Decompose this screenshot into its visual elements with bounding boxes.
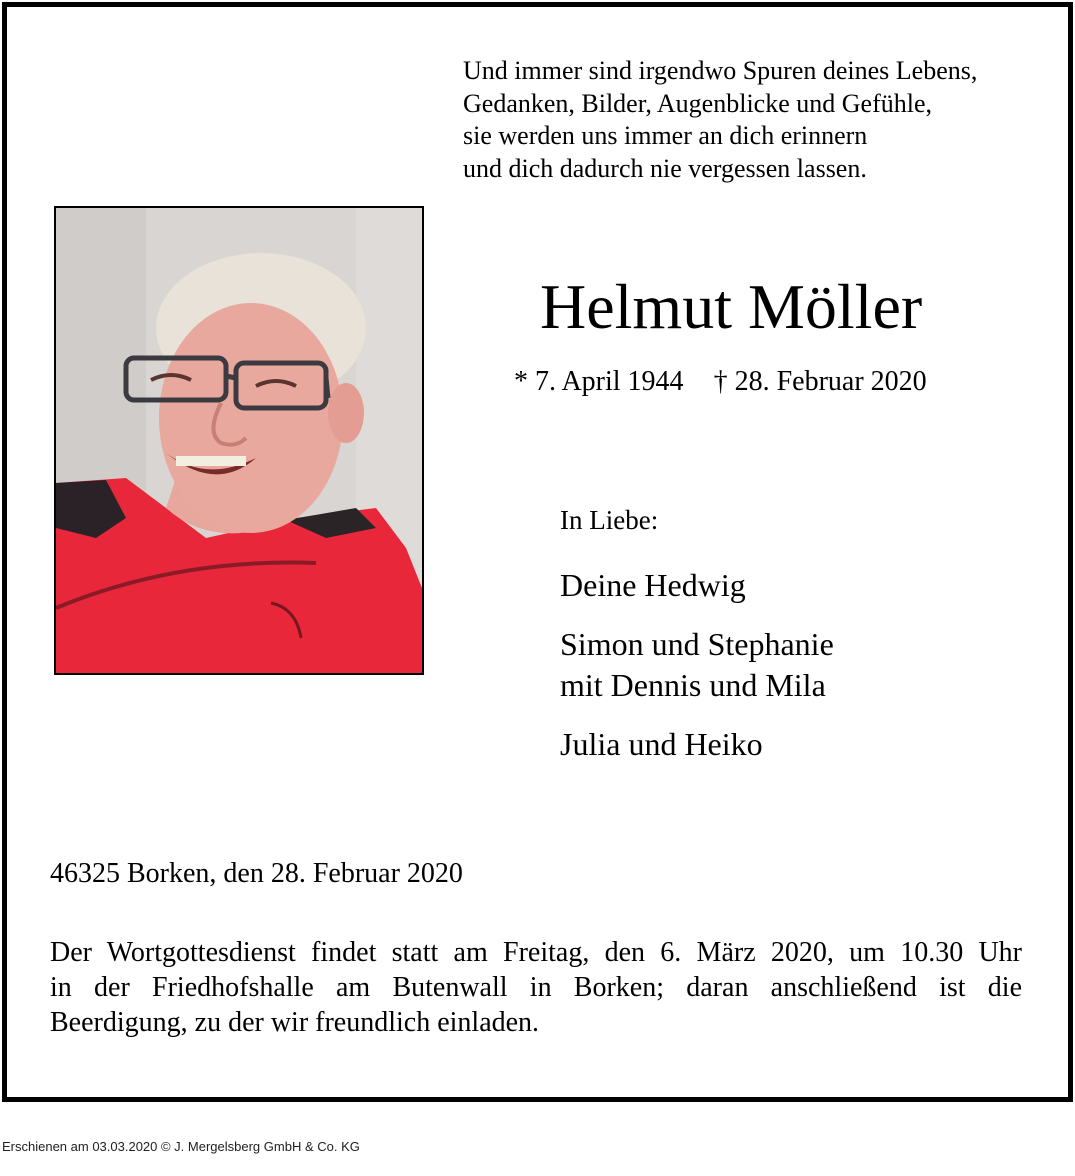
mourner-group-2-line-1: Simon und Stephanie [560, 626, 834, 662]
mourner-group-3: Julia und Heiko [560, 726, 763, 762]
poem-line: Gedanken, Bilder, Augenblicke und Gefühle, [463, 88, 932, 118]
poem-line: Und immer sind irgendwo Spuren deines Lebens, [463, 56, 978, 85]
mourner-group-1: Deine Hedwig [560, 567, 746, 603]
poem-line: und dich dadurch nie vergessen lassen. [463, 153, 867, 183]
mourners-list [560, 565, 834, 765]
mourner-group-2-line-2: mit Dennis und Mila [560, 667, 826, 703]
death-date: † 28. Februar 2020 [713, 366, 927, 397]
life-dates [514, 366, 927, 398]
poem [463, 55, 977, 185]
mourners-intro: In Liebe: [560, 505, 659, 535]
portrait-illustration [56, 208, 422, 673]
service-line: in der Friedhofshalle am Butenwall in Borken; daran anschließend ist die [50, 972, 1022, 1003]
service-line: Der Wortgottesdienst findet statt am Freitag, den 6. März 2020, um 10.30 Uhr [50, 937, 1022, 968]
place-date: 46325 Borken, den 28. Februar 2020 [50, 858, 463, 889]
portrait-photo [54, 206, 424, 675]
service-line: Beerdigung, zu der wir freundlich einladen. [50, 1007, 540, 1038]
publication-footer: Erschienen am 03.03.2020 © J. Mergelsberg GmbH & Co. KG [2, 1139, 360, 1154]
deceased-name: Helmut Möller [540, 271, 923, 342]
service-notice [50, 935, 1022, 1040]
poem-line: sie werden uns immer an dich erinnern [463, 121, 868, 150]
birth-date: * 7. April 1944 [514, 366, 684, 397]
